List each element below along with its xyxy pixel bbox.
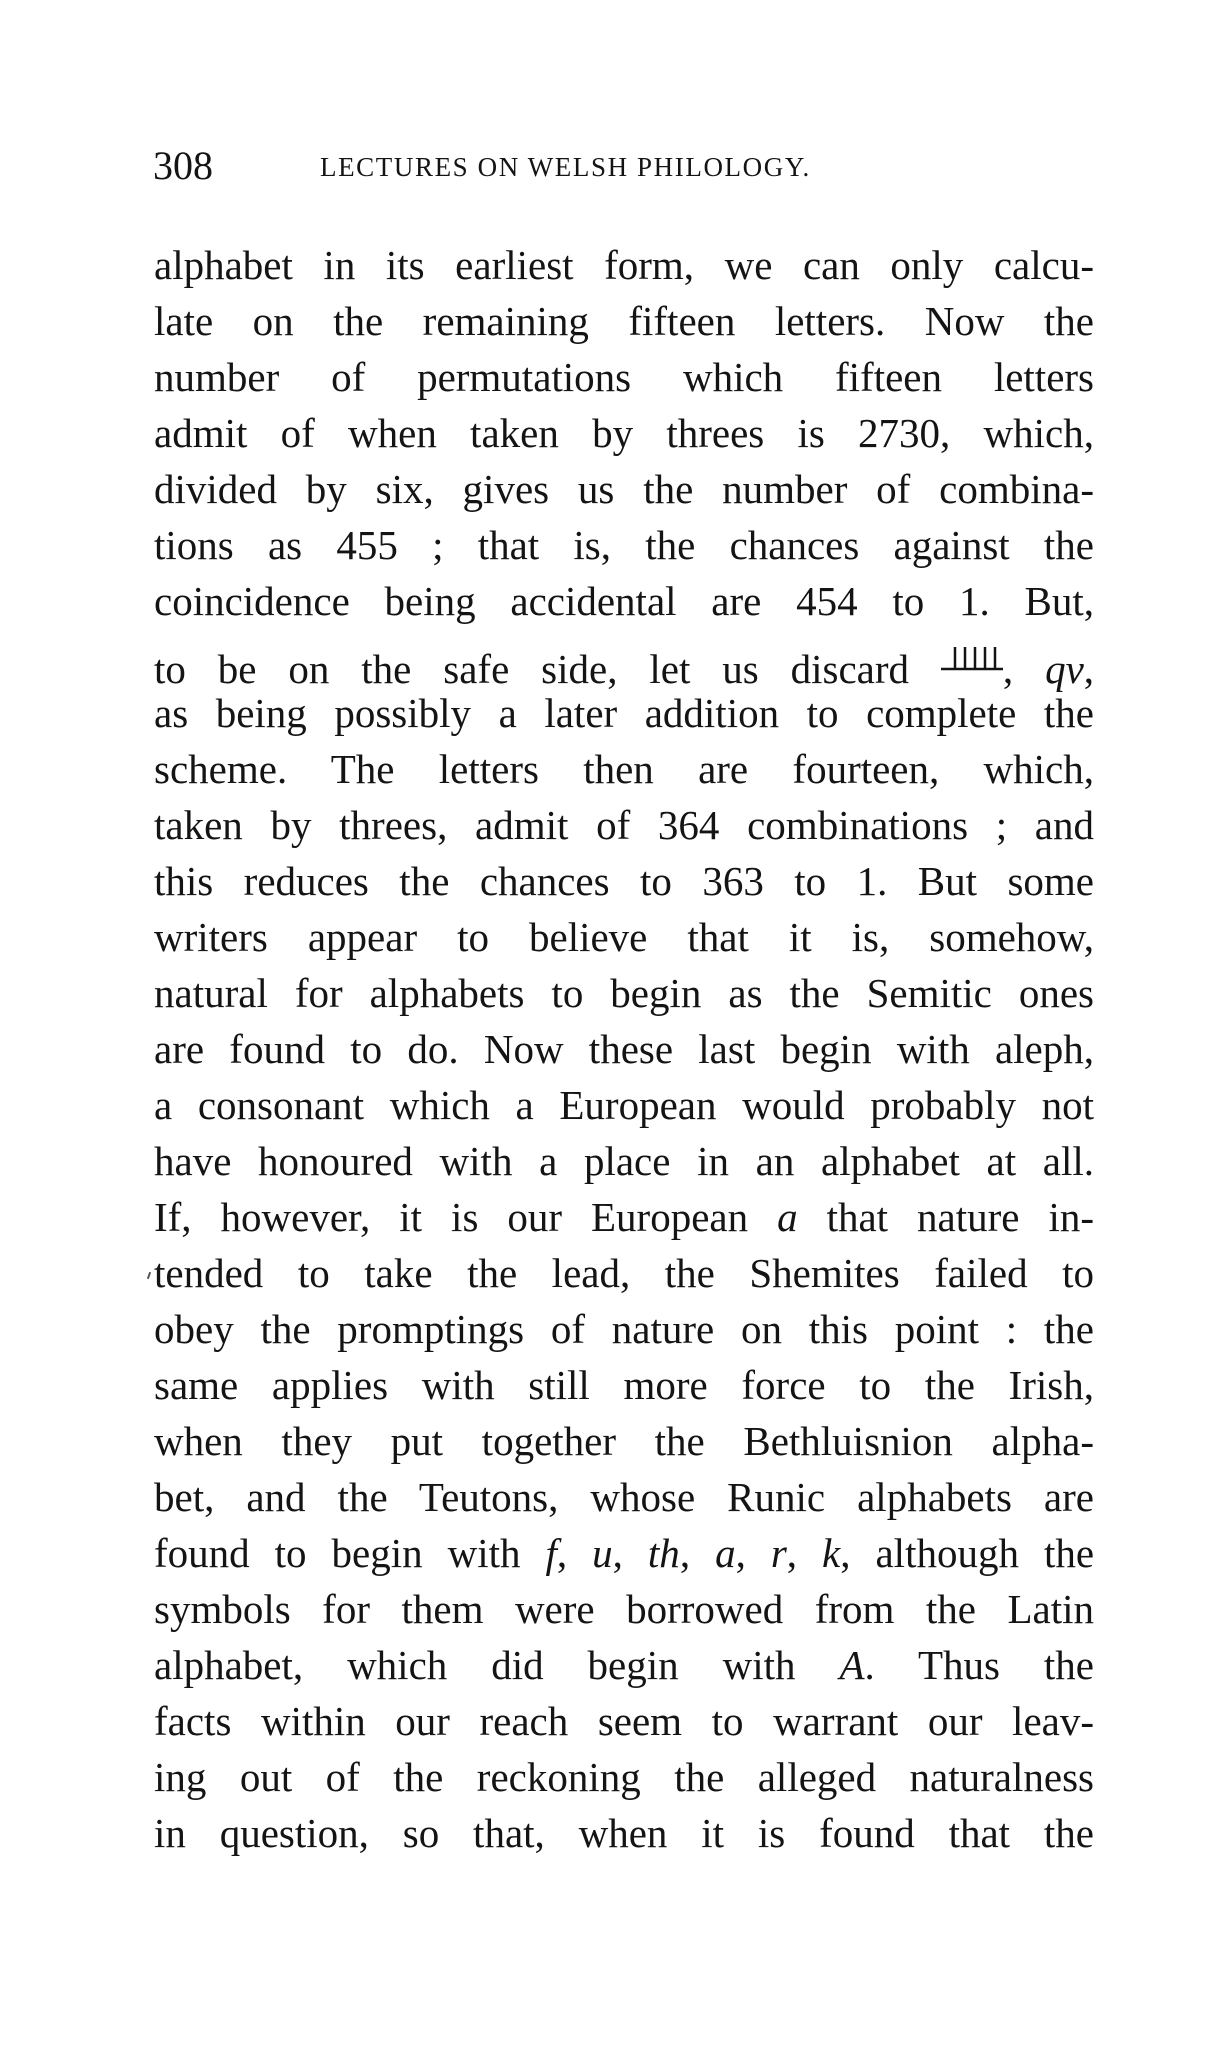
text-segment: , xyxy=(612,1530,648,1576)
text-line xyxy=(154,629,1095,692)
text-segment: , although the xyxy=(840,1530,1095,1576)
text-line xyxy=(154,293,1094,349)
italic-text: f xyxy=(545,1530,557,1576)
ogham-symbol-icon xyxy=(941,629,1003,655)
italic-text: a xyxy=(777,1194,798,1240)
text-segment: divided by six, gives us the number of combina- xyxy=(154,466,1094,512)
text-segment: in question, so that, when it is found that the xyxy=(154,1810,1094,1856)
italic-text: qv xyxy=(1045,646,1084,692)
text-line xyxy=(154,797,1094,853)
text-segment: are found to do. Now these last begin with aleph, xyxy=(154,1026,1094,1072)
text-line xyxy=(154,237,1094,293)
text-line xyxy=(154,1245,1094,1301)
text-line xyxy=(154,1301,1094,1357)
text-segment: have honoured with a place in an alphabet at all. xyxy=(154,1138,1094,1184)
text-line xyxy=(154,405,1094,461)
text-segment: , xyxy=(786,1530,823,1576)
text-line xyxy=(154,965,1094,1021)
italic-text: th xyxy=(647,1530,680,1576)
text-line xyxy=(154,1357,1094,1413)
text-segment: scheme. The letters then are fourteen, which, xyxy=(154,746,1094,792)
text-segment: , xyxy=(679,1530,716,1576)
text-line xyxy=(154,1413,1094,1469)
text-segment: that nature in- xyxy=(797,1194,1095,1240)
text-segment: ing out of the reckoning the alleged naturalness xyxy=(154,1754,1094,1800)
running-title: LECTURES ON WELSH PHILOLOGY. xyxy=(320,152,811,182)
text-line xyxy=(154,1133,1094,1189)
text-line xyxy=(154,573,1094,629)
text-line xyxy=(154,853,1094,909)
text-segment: , xyxy=(1002,646,1046,692)
italic-text: a xyxy=(715,1530,736,1576)
text-segment: , xyxy=(1083,646,1095,692)
text-segment: If, however, it is our European xyxy=(154,1194,778,1240)
text-segment: facts within our reach seem to warrant our leav- xyxy=(154,1698,1094,1744)
body-text xyxy=(154,237,1094,1861)
text-segment: alphabet, which did begin with xyxy=(154,1642,840,1688)
text-line xyxy=(154,1581,1094,1637)
text-line xyxy=(154,741,1094,797)
text-line xyxy=(154,1525,1094,1581)
text-segment: to be on the safe side, let us discard xyxy=(154,646,941,692)
text-line xyxy=(154,1693,1094,1749)
text-segment: when they put together the Bethluisnion alpha- xyxy=(154,1418,1094,1464)
text-segment: tended to take the lead, the Shemites failed to xyxy=(154,1250,1094,1296)
text-segment: symbols for them were borrowed from the Latin xyxy=(154,1586,1094,1632)
text-segment: bet, and the Teutons, whose Runic alphabets are xyxy=(154,1474,1094,1520)
text-segment: as being possibly a later addition to complete the xyxy=(154,690,1094,736)
italic-text: k xyxy=(822,1530,841,1576)
text-line xyxy=(154,1077,1094,1133)
text-segment: obey the promptings of nature on this point : the xyxy=(154,1306,1094,1352)
italic-text: A xyxy=(839,1642,865,1688)
text-segment: a consonant which a European would probably not xyxy=(154,1082,1094,1128)
text-segment: , xyxy=(556,1530,593,1576)
text-segment: tions as 455 ; that is, the chances against the xyxy=(154,522,1094,568)
text-line xyxy=(154,685,1094,741)
italic-text: u xyxy=(592,1530,613,1576)
italic-text: r xyxy=(770,1530,787,1576)
text-segment: found to begin with xyxy=(154,1530,546,1576)
text-line xyxy=(154,1749,1094,1805)
text-line xyxy=(154,1805,1094,1861)
text-segment: number of permutations which fifteen letters xyxy=(154,354,1094,400)
stray-mark xyxy=(147,1272,151,1279)
text-line xyxy=(154,1469,1094,1525)
text-line xyxy=(154,349,1094,405)
text-segment: . Thus the xyxy=(864,1642,1094,1688)
text-segment: admit of when taken by threes is 2730, which, xyxy=(154,410,1094,456)
text-line xyxy=(154,1637,1094,1693)
text-segment: natural for alphabets to begin as the Semitic ones xyxy=(154,970,1094,1016)
page-number: 308 xyxy=(153,143,213,188)
text-segment: coincidence being accidental are 454 to 1. But, xyxy=(154,578,1094,624)
text-line xyxy=(154,1021,1094,1077)
text-segment: same applies with still more force to the Irish, xyxy=(154,1362,1094,1408)
text-segment: writers appear to believe that it is, somehow, xyxy=(154,914,1094,960)
text-segment: alphabet in its earliest form, we can only calcu- xyxy=(154,242,1094,288)
text-segment: , xyxy=(735,1530,771,1576)
text-segment: this reduces the chances to 363 to 1. But some xyxy=(154,858,1094,904)
text-line xyxy=(154,1189,1094,1245)
text-segment: taken by threes, admit of 364 combinations ; and xyxy=(154,802,1094,848)
text-line xyxy=(154,909,1094,965)
text-line xyxy=(154,461,1094,517)
text-segment: late on the remaining fifteen letters. Now the xyxy=(154,298,1094,344)
text-line xyxy=(154,517,1094,573)
